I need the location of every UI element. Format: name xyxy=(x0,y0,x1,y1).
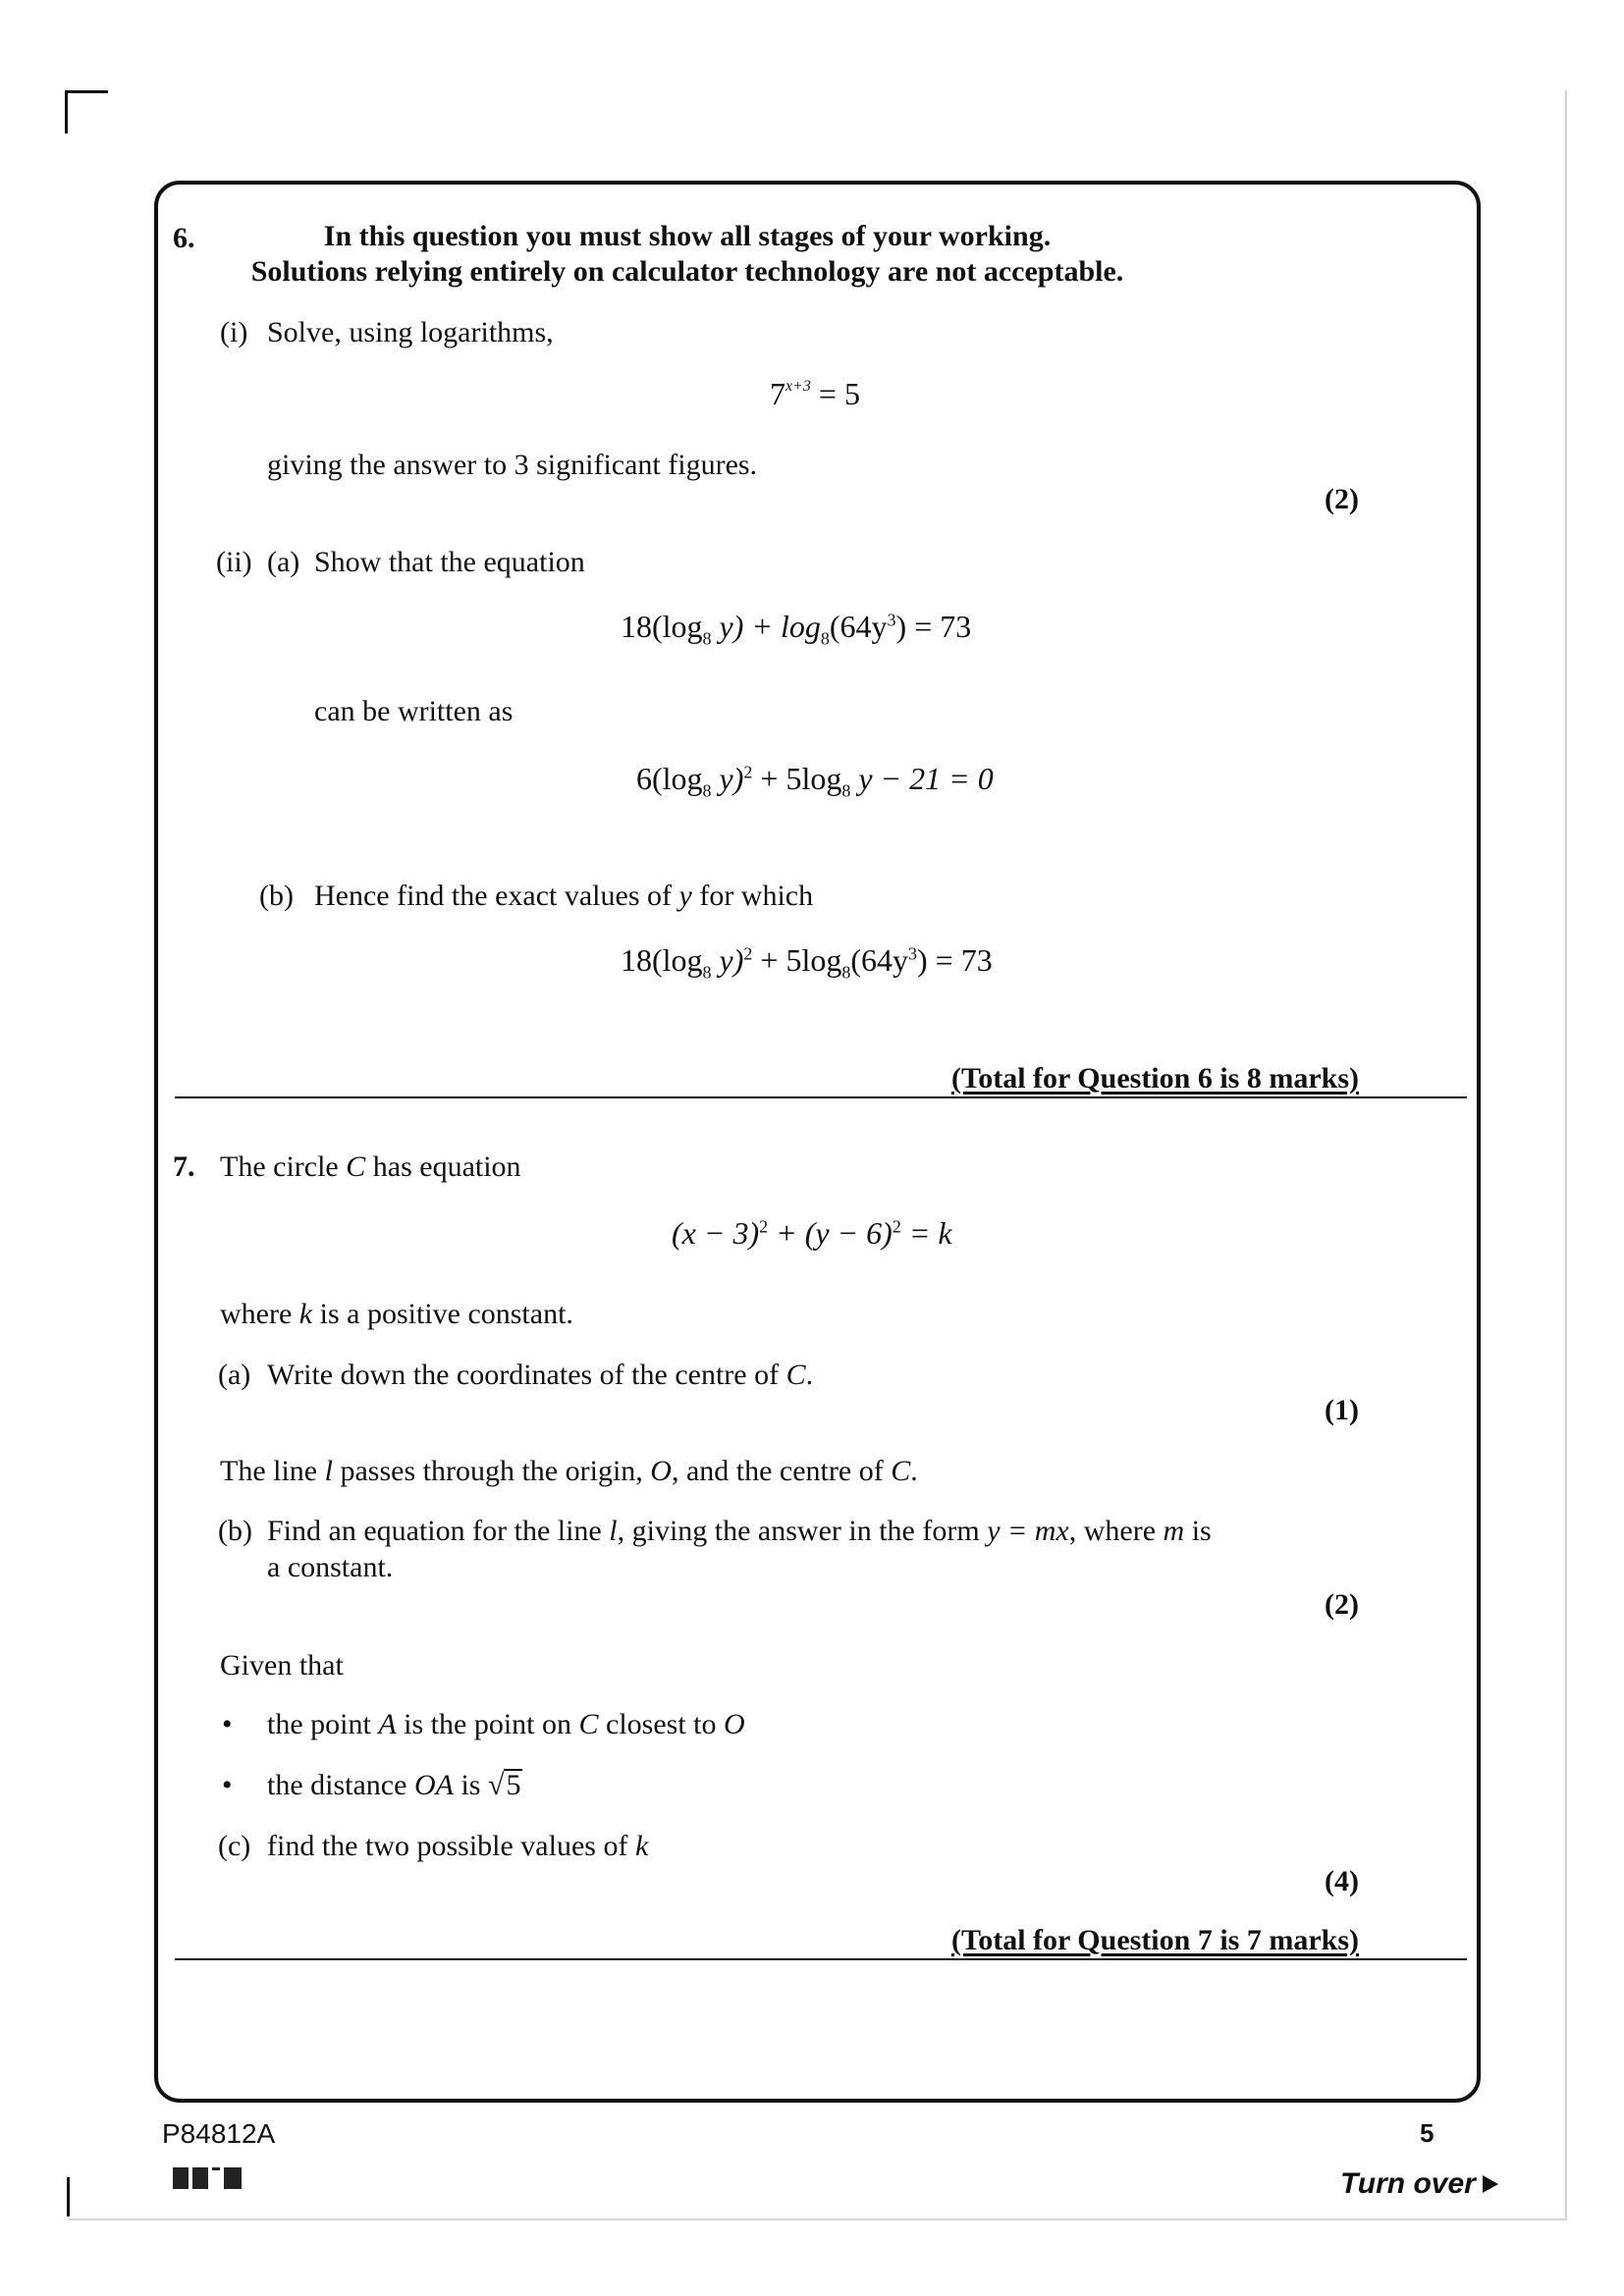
eq1-part: 18(log xyxy=(621,609,703,644)
q7-c-marks: (4) xyxy=(1325,1865,1359,1897)
q6-part-ii-b-label: (b) xyxy=(259,880,294,912)
eq2-sub: 8 xyxy=(702,780,712,801)
q7-bullet-2 xyxy=(267,1769,522,1803)
registration-mark-top-left xyxy=(65,90,68,133)
eq-base: 7 xyxy=(770,376,785,411)
var-k: k xyxy=(634,1830,649,1862)
var-l: l xyxy=(609,1515,618,1547)
q7-b-label: (b) xyxy=(218,1515,252,1547)
q6-part-i-equation xyxy=(770,376,860,412)
text-run: , and the centre of xyxy=(671,1455,892,1487)
text-run: closest to xyxy=(598,1708,725,1740)
eq3-part: 18(log xyxy=(621,942,703,978)
paper-code: P84812A xyxy=(162,2118,276,2149)
q7-c-label: (c) xyxy=(218,1830,251,1862)
q6-equation-2 xyxy=(636,761,994,801)
eq1-pow: 3 xyxy=(887,610,896,630)
scan-edge-bottom xyxy=(69,2218,1567,2220)
var-k: k xyxy=(298,1298,313,1330)
text-run: has equation xyxy=(365,1150,521,1183)
var-c: C xyxy=(785,1359,806,1391)
q7-b-line1 xyxy=(267,1515,1212,1549)
text-run: is xyxy=(453,1769,488,1801)
eq3-sub: 8 xyxy=(702,962,712,983)
q7-where xyxy=(220,1298,573,1332)
registration-mark-top-left-h xyxy=(65,90,108,93)
text-run: The circle xyxy=(220,1150,347,1183)
barcode-graphic xyxy=(173,2167,242,2189)
q6-can-be-written: can be written as xyxy=(314,695,514,727)
text-run: the point xyxy=(267,1708,379,1740)
q6-part-ii-a-text: Show that the equation xyxy=(314,546,585,578)
eq-pow: 2 xyxy=(892,1216,901,1237)
bullet-dot: • xyxy=(222,1708,233,1740)
q6-instruction-line1: In this question you must show all stages of your working. xyxy=(323,220,1052,252)
q7-end-rule xyxy=(175,1958,1467,1960)
eq3-sub: 8 xyxy=(841,962,851,983)
eq1-sub: 8 xyxy=(702,628,712,649)
eq2-part: y − 21 = 0 xyxy=(850,761,994,796)
text-run: Write down the coordinates of the centre of xyxy=(267,1359,786,1391)
eq2-part: + 5log xyxy=(752,761,842,796)
turn-over-label: Turn over xyxy=(1340,2167,1476,2200)
text-run: is a positive constant. xyxy=(312,1298,573,1330)
q7-number: 7. xyxy=(173,1150,195,1183)
eq1-part: ) = 73 xyxy=(895,609,972,644)
page-number: 5 xyxy=(1420,2118,1435,2148)
text-run: is the point on xyxy=(396,1708,579,1740)
q6-part-i-text: Solve, using logarithms, xyxy=(267,316,554,348)
q7-circle-equation xyxy=(672,1215,952,1252)
q7-b-marks: (2) xyxy=(1325,1588,1359,1621)
q7-a-text xyxy=(267,1359,813,1393)
eq-pow: 2 xyxy=(759,1216,769,1237)
radicand: 5 xyxy=(506,1769,521,1801)
q6-instruction-line2: Solutions relying entirely on calculator technology are not acceptable. xyxy=(250,255,1124,288)
eq-rhs: = 5 xyxy=(818,376,860,411)
var-c: C xyxy=(578,1708,599,1740)
eq-part: + (y − 6) xyxy=(768,1215,893,1251)
eq3-part: y) xyxy=(711,942,744,978)
eq-exponent: x+3 xyxy=(785,378,811,395)
bullet-dot: • xyxy=(222,1769,233,1801)
text-run: Hence find the exact values of xyxy=(314,880,679,912)
q6-total xyxy=(951,1062,1359,1095)
text-run: , giving the answer in the form xyxy=(617,1515,988,1547)
text-run: passes through the origin, xyxy=(332,1455,651,1487)
eq2-part: y) xyxy=(711,761,744,796)
eq1-part: y) + log xyxy=(711,609,821,644)
q6-part-ii-a-label: (a) xyxy=(267,546,300,578)
q6-part-i-marks: (2) xyxy=(1325,483,1359,515)
square-root-symbol: √5 xyxy=(487,1769,521,1801)
eq3-pow: 3 xyxy=(908,943,917,964)
barcode-block xyxy=(192,2167,208,2189)
scan-edge-right xyxy=(1565,90,1567,2220)
q7-given-that: Given that xyxy=(220,1649,344,1682)
eq2-part: 6(log xyxy=(636,761,703,796)
var-y: y xyxy=(678,880,692,912)
text-run: for which xyxy=(691,880,814,912)
var-m: m xyxy=(1163,1515,1185,1547)
text-run: The line xyxy=(220,1455,325,1487)
eq2-sub: 8 xyxy=(841,780,851,801)
text-run: the distance xyxy=(267,1769,414,1801)
eq3-part: ) = 73 xyxy=(917,942,993,978)
q7-bullet-1 xyxy=(267,1708,745,1742)
q6-part-i-label: (i) xyxy=(220,316,248,348)
form-y-mx: y = mx xyxy=(987,1515,1069,1547)
q7-total-text: (Total for Question 7 is 7 marks) xyxy=(950,1924,1359,1956)
q6-part-i-after: giving the answer to 3 significant figures. xyxy=(267,449,758,481)
barcode-block xyxy=(224,2167,242,2189)
q7-b-line2: a constant. xyxy=(267,1551,394,1583)
q7-line-statement xyxy=(220,1455,918,1489)
eq-part: (x − 3) xyxy=(672,1215,760,1251)
var-oa: OA xyxy=(413,1769,454,1801)
q6-equation-1 xyxy=(621,609,971,649)
eq3-part: + 5log xyxy=(752,942,842,978)
eq2-pow: 2 xyxy=(743,762,753,782)
text-run: . xyxy=(805,1359,814,1391)
var-o: O xyxy=(650,1455,672,1487)
eq3-pow: 2 xyxy=(743,943,753,964)
q7-total xyxy=(951,1924,1359,1957)
eq1-sub: 8 xyxy=(820,628,830,649)
text-run: where xyxy=(220,1298,299,1330)
var-o: O xyxy=(724,1708,745,1740)
q7-intro xyxy=(220,1150,521,1185)
q6-number: 6. xyxy=(173,222,195,254)
q6-part-ii-b-text xyxy=(314,880,813,914)
q7-a-marks: (1) xyxy=(1325,1394,1359,1426)
text-run: find the two possible values of xyxy=(267,1830,635,1862)
q6-total-text: (Total for Question 6 is 8 marks) xyxy=(950,1062,1359,1095)
var-a: A xyxy=(378,1708,397,1740)
q7-a-label: (a) xyxy=(218,1359,251,1391)
text-run: is xyxy=(1184,1515,1212,1547)
var-c: C xyxy=(891,1455,911,1487)
barcode-block xyxy=(212,2167,220,2189)
q7-c-text xyxy=(267,1830,648,1864)
var-l: l xyxy=(324,1455,333,1487)
eq3-part: (64y xyxy=(850,942,908,978)
text-run: Find an equation for the line xyxy=(267,1515,610,1547)
q6-end-rule xyxy=(175,1096,1467,1098)
q6-part-ii-label: (ii) xyxy=(216,546,252,578)
text-run: . xyxy=(910,1455,918,1487)
text-run: , where xyxy=(1068,1515,1164,1547)
registration-mark-bottom-left xyxy=(67,2177,70,2216)
var-c: C xyxy=(346,1150,366,1183)
q6-equation-3 xyxy=(621,942,993,983)
eq-part: = k xyxy=(900,1215,952,1251)
turn-over-arrow-icon xyxy=(1483,2175,1498,2193)
eq1-part: (64y xyxy=(829,609,888,644)
barcode-block xyxy=(173,2167,189,2189)
